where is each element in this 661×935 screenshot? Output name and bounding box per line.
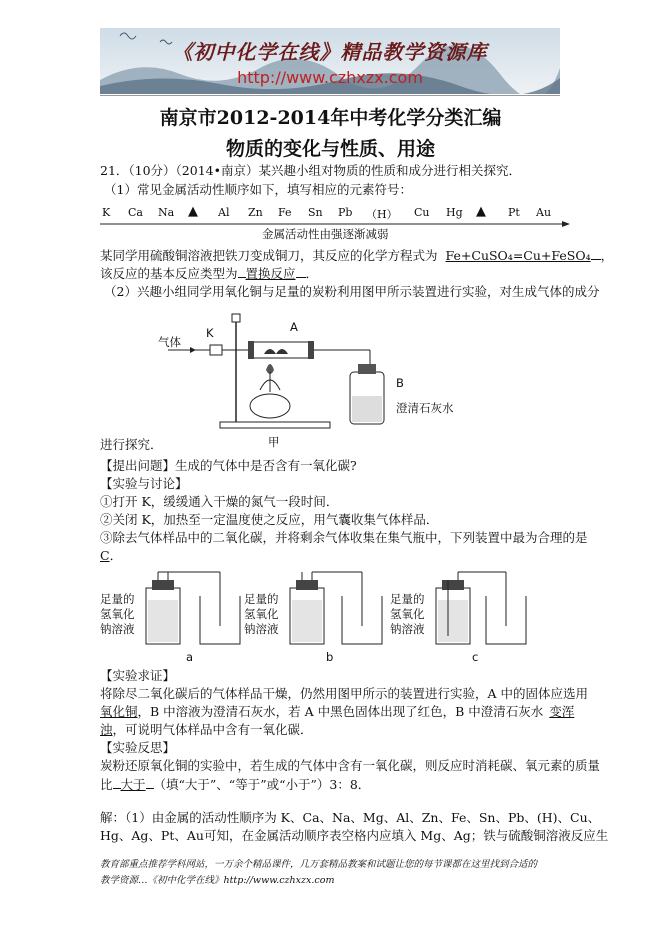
reflect-answer: 大于 [120, 777, 146, 792]
reflect-line-2 [100, 776, 370, 793]
footer-line-2[interactable]: 教学资源…《初中化学在线》http://www.czhxzx.com [100, 875, 335, 886]
equation-answer: Fe+CuSO₄=Cu+FeSO₄ [445, 248, 591, 263]
option-b-solution-label: 足量的氢氧化钠溶液 [244, 592, 279, 636]
series-item: Zn [248, 206, 263, 219]
step-2: ②关闭 K，加热至一定温度使之反应，用气囊收集气体样品． [100, 512, 439, 527]
part1-intro: （1）常见金属活动性顺序如下，填写相应的元素符号： [104, 182, 412, 197]
series-item: Hg [446, 206, 463, 219]
reaction-type-answer: 置换反应 [245, 266, 296, 281]
punct: ． [305, 266, 319, 281]
step-3-prompt: ③除去气体样品中的二氧化碳，并将剩余气体收集在集气瓶中，下列装置中最为合理的是 [100, 530, 588, 545]
raise-question-heading: 【提出问题】生成的气体中是否含有一氧化碳? [100, 458, 357, 473]
verify-answer-1: 氧化铜 [100, 704, 138, 719]
series-blank-icon: ▲ [188, 204, 198, 219]
bottle-b-label: B [396, 376, 404, 390]
series-item: Pt [508, 206, 520, 219]
step-3-answer: C [100, 548, 110, 563]
experiment-heading: 【实验与讨论】 [100, 476, 188, 491]
solution-line-1: 解：（1）由金属的活动性顺序为 K、Ca、Na、Mg、Al、Zn、Fe、Sn、Pb、(H)、Cu、 [100, 810, 601, 825]
options-figure [100, 566, 560, 666]
tube-a-label: A [290, 320, 298, 334]
series-item: Au [536, 206, 552, 219]
verify-line-2 [100, 704, 574, 720]
equation-line [100, 247, 613, 264]
verify-heading: 【实验求证】 [100, 668, 176, 683]
page-title: 南京市2012-2014年中考化学分类汇编 [159, 107, 502, 129]
series-item: （H） [366, 208, 398, 221]
step-1: ①打开 K，缓缓通入干燥的氮气一段时间． [100, 494, 339, 509]
series-item: Pb [338, 206, 353, 219]
series-item: Fe [278, 206, 292, 219]
punct: ． [109, 548, 123, 563]
gas-label: 气体 [158, 335, 181, 349]
reflect-text: 比 [100, 777, 113, 792]
verify-conclusion: ，可说明气体样品中含有一氧化碳． [112, 722, 313, 737]
banner-url[interactable]: http://www.czhxzx.com [237, 68, 423, 87]
step-3 [100, 530, 588, 546]
punct: ， [600, 248, 614, 263]
question-stem: 21．（10分）（2014•南京）某兴趣小组对物质的性质和成分进行相关探究． [100, 163, 521, 178]
series-caption: 金属活动性由强逐渐减弱 [262, 227, 389, 241]
series-item: Al [218, 206, 230, 219]
verify-text: ，B 中溶液为澄清石灰水，若 A 中黑色固体出现了红色，B 中澄清石灰水 [137, 704, 544, 719]
reflect-line-1: 炭粉还原氧化铜的实验中，若生成的气体中含有一氧化碳，则反应时消耗碳、氧元素的质量 [100, 758, 601, 773]
option-c-label: c [472, 650, 479, 664]
series-item: Na [158, 206, 175, 219]
page-subtitle: 物质的变化与性质、用途 [225, 138, 435, 160]
verify-line-1: 将除尽二氧化碳后的气体样品干燥，仍然用图甲所示的装置进行实验，A 中的固体应选用 [100, 686, 589, 701]
reaction-type-line [100, 265, 318, 282]
verify-answer-2-cont: 浊 [100, 722, 113, 737]
limewater-label: 澄清石灰水 [396, 401, 454, 415]
option-a-solution-label: 足量的氢氧化钠溶液 [100, 592, 135, 636]
banner-title: 《初中化学在线》精品教学资源库 [172, 40, 488, 64]
series-blank-icon: ▲ [476, 204, 486, 219]
step-3-answer-line [100, 548, 122, 564]
option-c-solution-label: 足量的氢氧化钠溶液 [390, 592, 425, 636]
solution-line-2: Hg、Ag、Pt、Au可知，在金属活动顺序表空格内应填入 Mg、Ag；铁与硫酸铜溶液反应生 [100, 828, 609, 843]
apparatus-diagram [150, 310, 480, 450]
figure-caption: 甲 [268, 435, 280, 449]
option-a-label: a [186, 650, 194, 664]
footer-line-1: 教育部重点推荐学科网站，一万余个精品课件，几万套精品教案和试题让您的每节课都在这里找到合适的 [100, 859, 538, 870]
equation-prompt: 某同学用硫酸铜溶液把铁刀变成铜刀，其反应的化学方程式为 [100, 248, 438, 263]
reflect-heading: 【实验反思】 [100, 740, 176, 755]
part2-intro: （2）兴趣小组同学用氧化铜与足量的炭粉利用图甲所示装置进行实验，对生成气体的成分 [104, 284, 600, 299]
series-item: Ca [128, 206, 143, 219]
verify-line-3 [100, 722, 313, 738]
continuation-text: 进行探究． [100, 437, 163, 452]
reflect-options: （填“大于”、“等于”或“小于”）3：8． [153, 777, 371, 792]
series-item: Sn [308, 206, 323, 219]
header-banner [100, 28, 560, 94]
verify-answer-2: 变浑 [549, 704, 575, 719]
banner-divider [100, 95, 560, 96]
series-item: Cu [414, 206, 430, 219]
reaction-type-prompt: 该反应的基本反应类型为 [100, 266, 238, 281]
option-b-label: b [326, 650, 334, 664]
series-item: K [102, 206, 111, 219]
apparatus-figure [150, 310, 480, 450]
valve-k-label: K [206, 326, 214, 340]
